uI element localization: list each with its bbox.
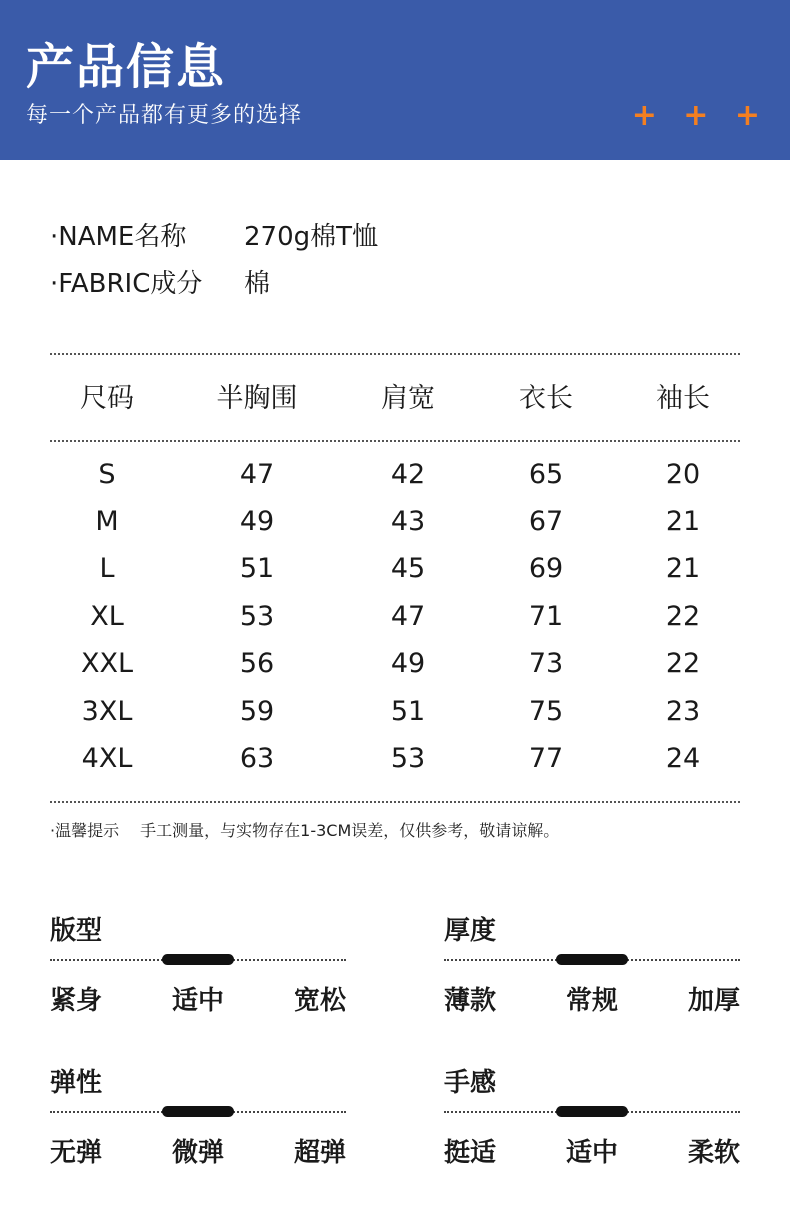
table-cell: 23	[665, 696, 701, 727]
scale-option-selected: 常规	[565, 986, 618, 1016]
table-cell: 42	[390, 459, 426, 490]
table-cell: 67	[528, 506, 564, 537]
scale-selected-marker	[556, 1106, 628, 1117]
table-cell: 47	[390, 601, 426, 632]
table-row	[50, 597, 740, 637]
info-fabric-row	[50, 263, 270, 300]
table-cell: 51	[390, 696, 426, 727]
scale-option-selected: 适中	[565, 1138, 618, 1168]
header-banner	[0, 0, 790, 160]
name-label: ·NAME名称	[50, 222, 187, 252]
scale-option: 薄款	[444, 986, 497, 1016]
elasticity-scale	[50, 1062, 346, 1182]
fit-scale	[50, 910, 346, 1030]
table-row	[50, 455, 740, 495]
scale-option: 无弹	[50, 1138, 103, 1168]
table-cell: 45	[390, 553, 426, 584]
table-header-divider	[50, 440, 740, 442]
scale-selected-marker	[162, 954, 234, 965]
table-cell: 65	[528, 459, 564, 490]
measurement-tip: ·温馨提示 手工测量，与实物存在1-3CM误差，仅供参考，敬请谅解。	[50, 821, 560, 840]
table-cell: 3XL	[81, 696, 133, 727]
table-cell: 21	[665, 553, 701, 584]
table-row	[50, 692, 740, 732]
table-cell: 49	[390, 648, 426, 679]
fabric-label: ·FABRIC成分	[50, 269, 203, 299]
table-cell: 71	[528, 601, 564, 632]
scale-title: 版型	[50, 916, 103, 946]
scale-title: 弹性	[50, 1068, 103, 1098]
page-title: 产品信息	[26, 39, 227, 95]
info-name-row	[50, 216, 378, 253]
scale-option-selected: 适中	[171, 986, 224, 1016]
table-row	[50, 502, 740, 542]
table-cell: 75	[528, 696, 564, 727]
hand-feel-scale	[444, 1062, 740, 1182]
scale-option: 加厚	[687, 986, 740, 1016]
table-cell: 53	[390, 743, 426, 774]
table-row	[50, 739, 740, 779]
table-header-row	[50, 379, 740, 419]
scale-selected-marker	[556, 954, 628, 965]
thickness-scale	[444, 910, 740, 1030]
table-cell: 51	[239, 553, 275, 584]
table-cell: 53	[239, 601, 275, 632]
table-cell: 49	[239, 506, 275, 537]
table-cell: 43	[390, 506, 426, 537]
plus-decoration-icon: + + +	[631, 98, 768, 133]
scale-option: 柔软	[687, 1138, 740, 1168]
table-cell: XXL	[80, 648, 134, 679]
table-cell: 24	[665, 743, 701, 774]
scale-option: 宽松	[293, 986, 346, 1016]
table-cell: 77	[528, 743, 564, 774]
table-cell: 21	[665, 506, 701, 537]
scale-title: 手感	[444, 1068, 497, 1098]
table-cell: 22	[665, 601, 701, 632]
scale-option: 挺适	[444, 1138, 497, 1168]
table-cell: 56	[239, 648, 275, 679]
table-cell: 47	[239, 459, 275, 490]
table-row	[50, 549, 740, 589]
table-cell: L	[99, 553, 115, 584]
table-cell: 4XL	[81, 743, 133, 774]
header-cell: 半胸围	[216, 383, 298, 414]
header-cell: 衣长	[519, 383, 573, 414]
table-top-divider	[50, 353, 740, 355]
header-cell: 尺码	[80, 383, 134, 414]
table-cell: 22	[665, 648, 701, 679]
header-cell: 肩宽	[381, 383, 435, 414]
table-cell: M	[95, 506, 119, 537]
header-cell: 袖长	[656, 383, 710, 414]
table-cell: 73	[528, 648, 564, 679]
page-subtitle: 每一个产品都有更多的选择	[26, 103, 303, 128]
table-cell: 63	[239, 743, 275, 774]
scale-option: 超弹	[293, 1138, 346, 1168]
table-cell: S	[98, 459, 116, 490]
table-cell: 20	[665, 459, 701, 490]
table-cell: XL	[90, 601, 124, 632]
scale-selected-marker	[162, 1106, 234, 1117]
table-cell: 59	[239, 696, 275, 727]
scale-option: 紧身	[50, 986, 103, 1016]
scale-title: 厚度	[444, 916, 497, 946]
table-row	[50, 644, 740, 684]
scale-option-selected: 微弹	[171, 1138, 224, 1168]
table-bottom-divider	[50, 801, 740, 803]
table-cell: 69	[528, 553, 564, 584]
name-value: 270g棉T恤	[244, 222, 379, 252]
fabric-value: 棉	[244, 269, 271, 299]
